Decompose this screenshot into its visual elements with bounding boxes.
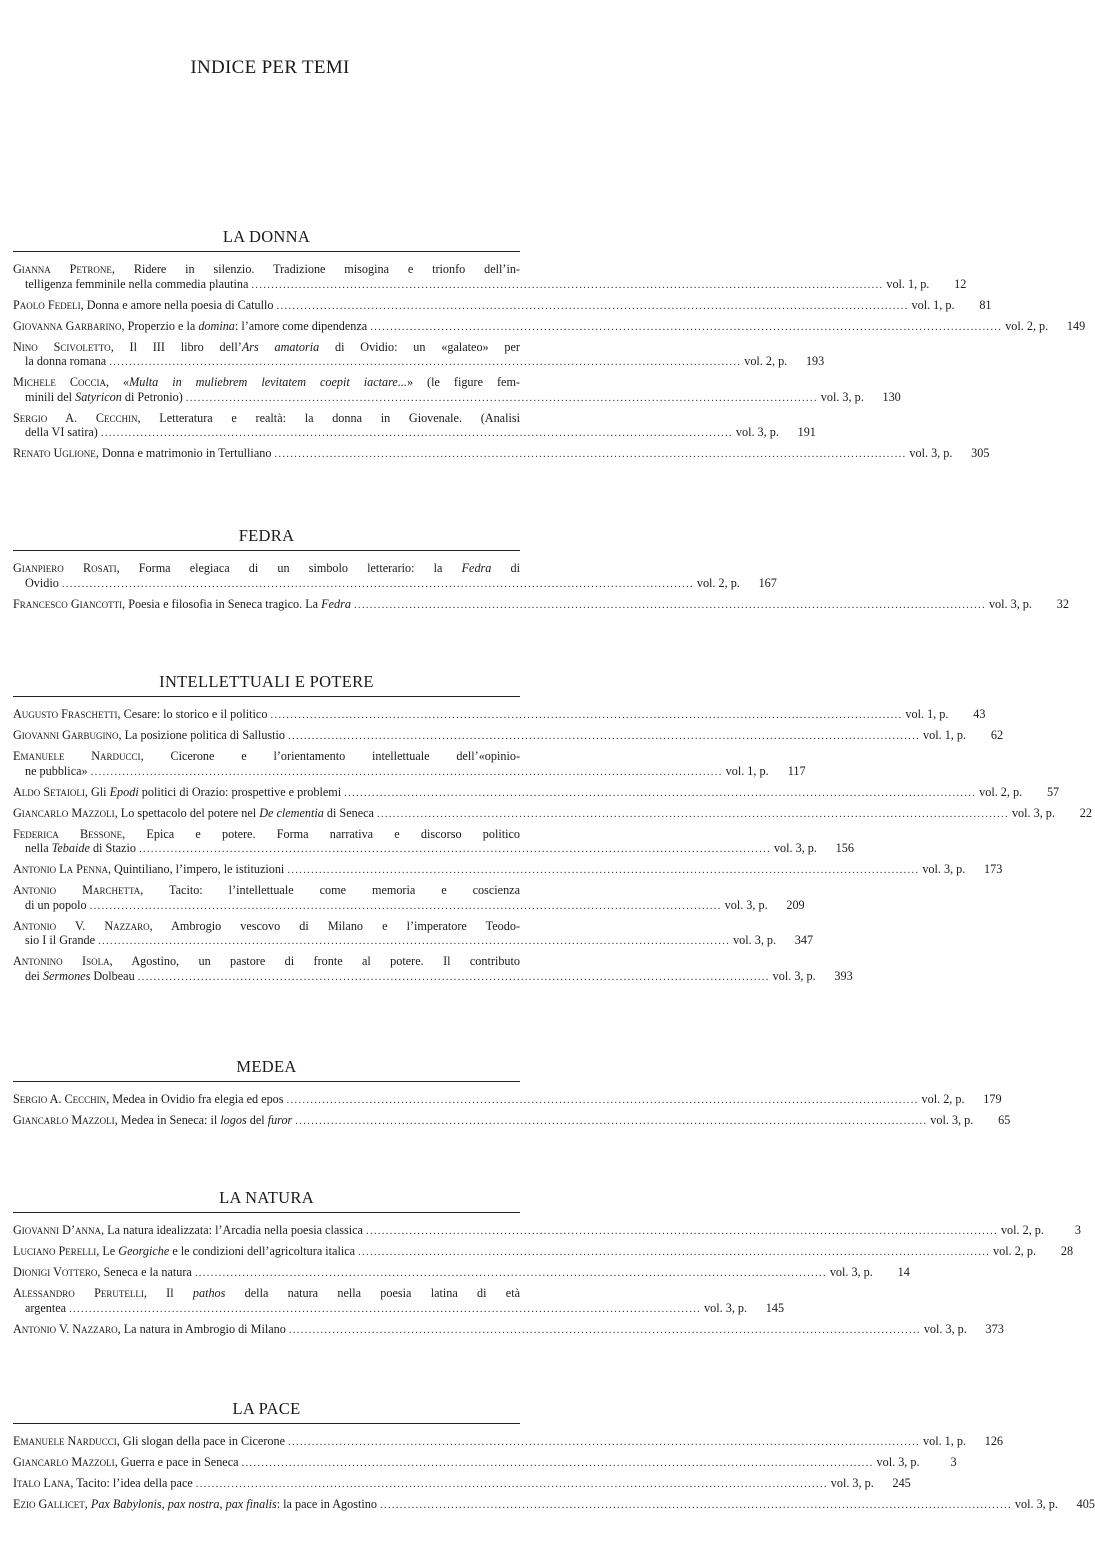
index-entry: Antonio V. Nazzaro, La natura in Ambrogio di Milano ..... vol. 3, p. 373 [13, 1322, 520, 1338]
entry-volume: vol. 2, p. [979, 784, 1023, 799]
dot-leader [62, 577, 694, 592]
entry-author: Alessandro Perutelli [13, 1286, 144, 1300]
dot-leader [91, 765, 723, 780]
dot-leader [380, 1498, 1012, 1513]
entry-title: Letteratura e realtà: la donna in Giovenale. (Analisi [159, 410, 520, 425]
entry-page: 62 [990, 728, 1004, 742]
entry-author: Giancarlo Mazzoli [13, 805, 115, 820]
entry-page: 149 [1066, 318, 1086, 333]
dot-leader [69, 1302, 701, 1317]
entry-page: 173 [984, 862, 1003, 876]
dot-leader [354, 598, 986, 613]
section [13, 1398, 1095, 1518]
index-entry: Sergio A. Cecchin, Letteratura e realtà: la donna in Giovenale. (Analisi della VI satira) ..... vol. 3, p. 191 [13, 411, 520, 441]
dot-leader [196, 1477, 828, 1492]
entry-page: 193 [805, 354, 825, 368]
dot-leader [242, 1456, 874, 1471]
entry-page: 209 [786, 897, 805, 912]
entry-volume: vol. 3, p. [988, 596, 1032, 611]
dot-leader [195, 1266, 827, 1281]
entry-volume: vol. 3, p. [704, 1300, 748, 1315]
entry-author: Luciano Perelli [13, 1244, 97, 1258]
entry-title: Donna e matrimonio in Tertulliano [101, 446, 272, 460]
index-entry: Antonino Isola, Agostino, un pastore di fronte al potere. Il contributo dei Sermones Dolbeau ..... vol. 3, p. 393 [13, 954, 520, 984]
entry-page: 145 [765, 1300, 785, 1315]
entry-author: Aldo Setaioli [13, 784, 85, 799]
entry-volume: vol. 3, p. [1014, 1497, 1058, 1511]
entry-volume: vol. 2, p. [921, 1092, 965, 1106]
entry-title: telligenza femminile nella commedia plautina [25, 276, 249, 291]
index-entry: Alessandro Perutelli, Il pathos della natura nella poesia latina di età argentea ..... vol. 3, p. 145 [13, 1286, 520, 1316]
entry-author: Antonino Isola [13, 954, 110, 968]
entry-author: Federica Bessone [13, 826, 123, 841]
index-entry: Renato Uglione, Donna e matrimonio in Tertulliano ..... vol. 3, p. 305 [13, 446, 520, 462]
dot-leader [186, 391, 818, 406]
index-entry: Giancarlo Mazzoli, Guerra e pace in Seneca ..... vol. 3, p. 3 [13, 1455, 520, 1471]
entry-author: Emanuele Narducci [13, 1434, 117, 1448]
index-entry: Antonio V. Nazzaro, Ambrogio vescovo di Milano e l’imperatore Teodo- sio I il Grande ..... vol. 3, p. 347 [13, 919, 520, 949]
entry-author: Giovanna Garbarino [13, 318, 122, 333]
entry-title: la donna romana [25, 354, 107, 368]
entry-page: 156 [835, 841, 854, 855]
entry-title: Medea in Seneca: il logos del furor [120, 1113, 293, 1127]
index-entry: Augusto Fraschetti, Cesare: lo storico e il politico ..... vol. 1, p. 43 [13, 707, 520, 723]
entry-title: minili del Satyricon di Petronio) [25, 389, 183, 404]
index-entry: Dionigi Vottero, Seneca e la natura ..... vol. 3, p. 14 [13, 1265, 520, 1281]
section-rule [13, 1081, 520, 1082]
entry-page: 305 [971, 446, 990, 460]
dot-leader [139, 842, 771, 857]
entry-title: sio I il Grande [25, 933, 96, 947]
dot-leader [344, 786, 976, 801]
entry-page: 245 [892, 1476, 911, 1490]
entry-title: Quintiliano, l’impero, le istituzioni [114, 862, 285, 876]
index-entry: Nino Scivoletto, Il III libro dell’Ars amatoria di Ovidio: un «galateo» per la donna romana ..... vol. 2, p. 193 [13, 340, 520, 370]
entry-volume: vol. 2, p. [1005, 318, 1049, 333]
entry-author: Sergio A. Cecchin [13, 410, 138, 425]
index-entry: Aldo Setaioli, Gli Epodi politici di Orazio: prospettive e problemi ..... vol. 2, p. 57 [13, 785, 520, 801]
entry-title: Properzio e la domina: l’amore come dipendenza [127, 318, 368, 333]
index-entry: Emanuele Narducci, Cicerone e l’orientamento intellettuale dell’«opinio- ne pubblica» ..... vol. 1, p. 117 [13, 749, 520, 779]
entry-author: Augusto Fraschetti [13, 707, 118, 721]
index-entry: Antonio Marchetta, Tacito: l’intellettuale come memoria e coscienza di un popolo ..... vol. 3, p. 209 [13, 883, 520, 913]
index-entry: Giancarlo Mazzoli, Lo spettacolo del potere nel De clementia di Seneca ..... vol. 3, p. 22 [13, 806, 520, 822]
dot-leader [370, 320, 1002, 335]
entry-title: Seneca e la natura [103, 1265, 192, 1279]
entry-volume: vol. 3, p. [923, 1321, 967, 1336]
entry-volume: vol. 1, p. [923, 1434, 966, 1448]
index-entry: Michele Coccia, «Multa in muliebrem levitatem coepit iactare...» (le figure fem- minili del Satyricon di Petronio) ..... vol. 3, p. 130 [13, 375, 520, 405]
section-title: LA DONNA [222, 227, 311, 246]
entry-page: 393 [834, 968, 853, 983]
dot-leader [270, 708, 902, 723]
index-entry: Gianpiero Rosati, Forma elegiaca di un simbolo letterario: la Fedra di Ovidio ..... vol. 2, p. 167 [13, 561, 520, 591]
entry-volume: vol. 3, p. [830, 1476, 874, 1490]
entry-page: 167 [758, 575, 777, 590]
entry-page: 43 [973, 707, 986, 721]
entry-page: 65 [998, 1113, 1011, 1127]
dot-leader [101, 426, 733, 441]
entry-page: 126 [984, 1434, 1003, 1448]
section [13, 1056, 1011, 1134]
entry-page: 117 [787, 763, 806, 778]
entry-volume: vol. 2, p. [1000, 1223, 1044, 1237]
section-title: INTELLETTUALI E POTERE [159, 672, 374, 691]
entry-title: Agostino, un pastore di fronte al potere. Il contributo [131, 954, 520, 968]
section [13, 525, 1069, 618]
entry-volume: vol. 3, p. [773, 841, 817, 855]
index-entry: Ezio Gallicet, Pax Babylonis, pax nostra, pax finalis: la pace in Agostino ..... vol. 3, p. 405 [13, 1497, 520, 1513]
section [13, 671, 1092, 990]
entry-author: Francesco Giancotti [13, 596, 123, 611]
section [13, 1187, 1081, 1343]
dot-leader [295, 1114, 927, 1129]
entry-volume: vol. 1, p. [725, 763, 769, 778]
dot-leader [251, 278, 883, 293]
entry-title: Cicerone e l’orientamento intellettuale dell’«opinio- [170, 749, 521, 763]
entry-page: 130 [882, 389, 901, 404]
entry-title: ne pubblica» [25, 763, 88, 778]
dot-leader [274, 447, 906, 462]
entry-volume: vol. 2, p. [696, 575, 740, 590]
entry-title: Tacito: l’intellettuale come memoria e coscienza [169, 883, 521, 897]
entry-author: Gianpiero Rosati [13, 561, 117, 575]
section-title: LA PACE [232, 1399, 301, 1418]
index-entry: Sergio A. Cecchin, Medea in Ovidio fra elegia ed epos ..... vol. 2, p. 179 [13, 1092, 520, 1108]
dot-leader [288, 729, 920, 744]
index-entry: Paolo Fedeli, Donna e amore nella poesia di Catullo ..... vol. 1, p. 81 [13, 298, 520, 314]
entry-title: Ambrogio vescovo di Milano e l’imperatore Teodo- [171, 918, 521, 933]
section-title: FEDRA [238, 526, 295, 545]
entry-author: Antonio La Penna [13, 862, 108, 876]
entry-title: Le Georgiche e le condizioni dell’agricoltura italica [102, 1244, 356, 1258]
entry-title: nella Tebaide di Stazio [25, 841, 136, 855]
index-entry: Giancarlo Mazzoli, Medea in Seneca: il logos del furor ..... vol. 3, p. 65 [13, 1113, 520, 1129]
index-entry: Luciano Perelli, Le Georgiche e le condizioni dell’agricoltura italica ..... vol. 2, p. 28 [13, 1244, 520, 1260]
entry-volume: vol. 3, p. [724, 897, 768, 912]
entry-author: Giovanni D’anna [13, 1223, 102, 1237]
entry-volume: vol. 1, p. [923, 728, 967, 742]
entry-volume: vol. 3, p. [930, 1113, 974, 1127]
entry-author: Antonio V. Nazzaro [13, 1321, 118, 1336]
entry-author: Italo Lana [13, 1476, 71, 1490]
section-title: MEDEA [236, 1057, 297, 1076]
entry-title: Gli Epodi politici di Orazio: prospettive e problemi [90, 784, 342, 799]
entry-title: Medea in Ovidio fra elegia ed epos [112, 1092, 284, 1106]
entry-author: Nino Scivoletto [13, 339, 111, 354]
entry-title: La posizione politica di Sallustio [124, 728, 286, 742]
entry-title: Tacito: l’idea della pace [76, 1476, 193, 1490]
dot-leader [288, 1435, 920, 1450]
entry-volume: vol. 3, p. [772, 968, 816, 983]
entry-volume: vol. 2, p. [993, 1244, 1037, 1258]
entry-author: Sergio A. Cecchin [13, 1092, 107, 1106]
entry-author: Emanuele Narducci [13, 749, 141, 763]
entry-title: Pax Babylonis, pax nostra, pax finalis: la pace in Agostino [90, 1497, 377, 1511]
entry-author: Renato Uglione [13, 446, 96, 460]
dot-leader [366, 1224, 998, 1239]
entry-page: 191 [797, 425, 816, 439]
entry-author: Paolo Fedeli [13, 297, 81, 312]
entry-volume: vol. 3, p. [876, 1455, 920, 1469]
entry-title: Donna e amore nella poesia di Catullo [86, 297, 274, 312]
entry-title: Forma elegiaca di un simbolo letterario: la Fedra di [138, 561, 521, 575]
entry-volume: vol. 2, p. [744, 354, 788, 368]
entry-volume: vol. 3, p. [909, 446, 953, 460]
index-entry: Giovanni Garbugino, La posizione politica di Sallustio ..... vol. 1, p. 62 [13, 728, 520, 744]
entry-author: Dionigi Vottero [13, 1265, 98, 1279]
index-entry: Antonio La Penna, Quintiliano, l’impero, le istituzioni ..... vol. 3, p. 173 [13, 862, 520, 878]
section-rule [13, 251, 520, 252]
entry-page: 12 [954, 276, 967, 291]
entry-title: Poesia e filosofia in Seneca tragico. La Fedra [128, 596, 351, 611]
index-entry: Giovanna Garbarino, Properzio e la domina: l’amore come dipendenza ..... vol. 2, p. 149 [13, 319, 520, 335]
entry-author: Giancarlo Mazzoli [13, 1113, 115, 1127]
entry-author: Gianna Petrone [13, 262, 112, 276]
dot-leader [289, 1323, 921, 1338]
entry-title: La natura idealizzata: l’Arcadia nella poesia classica [107, 1223, 363, 1237]
entry-title: Epica e potere. Forma narrativa e discorso politico [146, 826, 521, 841]
dot-leader [358, 1245, 990, 1260]
entry-volume: vol. 3, p. [922, 862, 966, 876]
index-entry: Emanuele Narducci, Gli slogan della pace in Cicerone ..... vol. 1, p. 126 [13, 1434, 520, 1450]
entry-volume: vol. 3, p. [733, 933, 777, 947]
entry-title: argentea [25, 1300, 67, 1315]
dot-leader [138, 970, 770, 985]
index-entry: Giovanni D’anna, La natura idealizzata: l’Arcadia nella poesia classica ..... vol. 2, p. 3 [13, 1223, 520, 1239]
entry-title: di un popolo [25, 897, 87, 912]
entry-author: Antonio V. Nazzaro [13, 918, 150, 933]
index-entry: Italo Lana, Tacito: l’idea della pace ..... vol. 3, p. 245 [13, 1476, 520, 1492]
entry-title: dei Sermones Dolbeau [25, 968, 135, 983]
entry-page: 22 [1079, 805, 1092, 820]
section-rule [13, 1212, 520, 1213]
entry-author: Michele Coccia [13, 375, 106, 389]
dot-leader [98, 934, 730, 949]
entry-volume: vol. 1, p. [886, 276, 930, 291]
entry-title: Lo spettacolo del potere nel De clementia di Seneca [120, 805, 374, 820]
entry-author: Giovanni Garbugino [13, 728, 119, 742]
entry-title: della VI satira) [25, 425, 98, 439]
index-entry: Francesco Giancotti, Poesia e filosofia in Seneca tragico. La Fedra ..... vol. 3, p. 32 [13, 597, 520, 613]
entry-page: 3 [950, 1455, 957, 1469]
entry-page: 57 [1046, 784, 1060, 799]
section-rule [13, 550, 520, 551]
dot-leader [277, 299, 909, 314]
dot-leader [90, 899, 722, 914]
index-entry: Gianna Petrone, Ridere in silenzio. Tradizione misogina e trionfo dell’in- telligenza femminile nella commedia plautina ..... vol. 1, p. 12 [13, 262, 520, 292]
entry-title: La natura in Ambrogio di Milano [123, 1321, 286, 1336]
section-title: LA NATURA [219, 1188, 314, 1207]
dot-leader [377, 807, 1009, 822]
entry-volume: vol. 3, p. [735, 425, 779, 439]
entry-author: Antonio Marchetta [13, 883, 141, 897]
entry-page: 3 [1074, 1223, 1081, 1237]
entry-title: Il III libro dell’Ars amatoria di Ovidio: un «galateo» per [129, 339, 520, 354]
entry-volume: vol. 1, p. [905, 707, 949, 721]
entry-volume: vol. 1, p. [911, 297, 955, 312]
dot-leader [287, 863, 919, 878]
dot-leader [109, 355, 741, 370]
entry-title: Guerra e pace in Seneca [120, 1455, 239, 1469]
entry-page: 14 [897, 1265, 910, 1279]
entry-title: «Multa in muliebrem levitatem coepit iactare...» (le figure fem- [123, 375, 520, 389]
entry-page: 81 [979, 297, 992, 312]
entry-author: Giancarlo Mazzoli [13, 1455, 115, 1469]
section-rule [13, 1423, 520, 1424]
entry-volume: vol. 3, p. [829, 1265, 873, 1279]
entry-volume: vol. 3, p. [820, 389, 864, 404]
entry-page: 405 [1076, 1497, 1095, 1511]
entry-page: 347 [794, 933, 814, 947]
entry-page: 32 [1056, 596, 1069, 611]
section-rule [13, 696, 520, 697]
entry-page: 179 [983, 1092, 1002, 1106]
entry-volume: vol. 3, p. [1011, 805, 1055, 820]
entry-title: Il pathos della natura nella poesia latina di età [166, 1286, 520, 1300]
entry-title: Gli slogan della pace in Cicerone [122, 1434, 285, 1448]
page-title: INDICE PER TEMI [190, 57, 350, 78]
index-entry: Federica Bessone, Epica e potere. Forma narrativa e discorso politico nella Tebaide di Stazio ..... vol. 3, p. 156 [13, 827, 520, 857]
entry-title: Ovidio [25, 575, 59, 590]
entry-author: Ezio Gallicet [13, 1497, 85, 1511]
entry-title: Cesare: lo storico e il politico [123, 707, 268, 721]
entry-title: Ridere in silenzio. Tradizione misogina e trionfo dell’in- [133, 262, 520, 276]
entry-page: 373 [985, 1321, 1004, 1336]
dot-leader [287, 1093, 919, 1108]
section [13, 226, 1086, 467]
entry-page: 28 [1060, 1244, 1074, 1258]
